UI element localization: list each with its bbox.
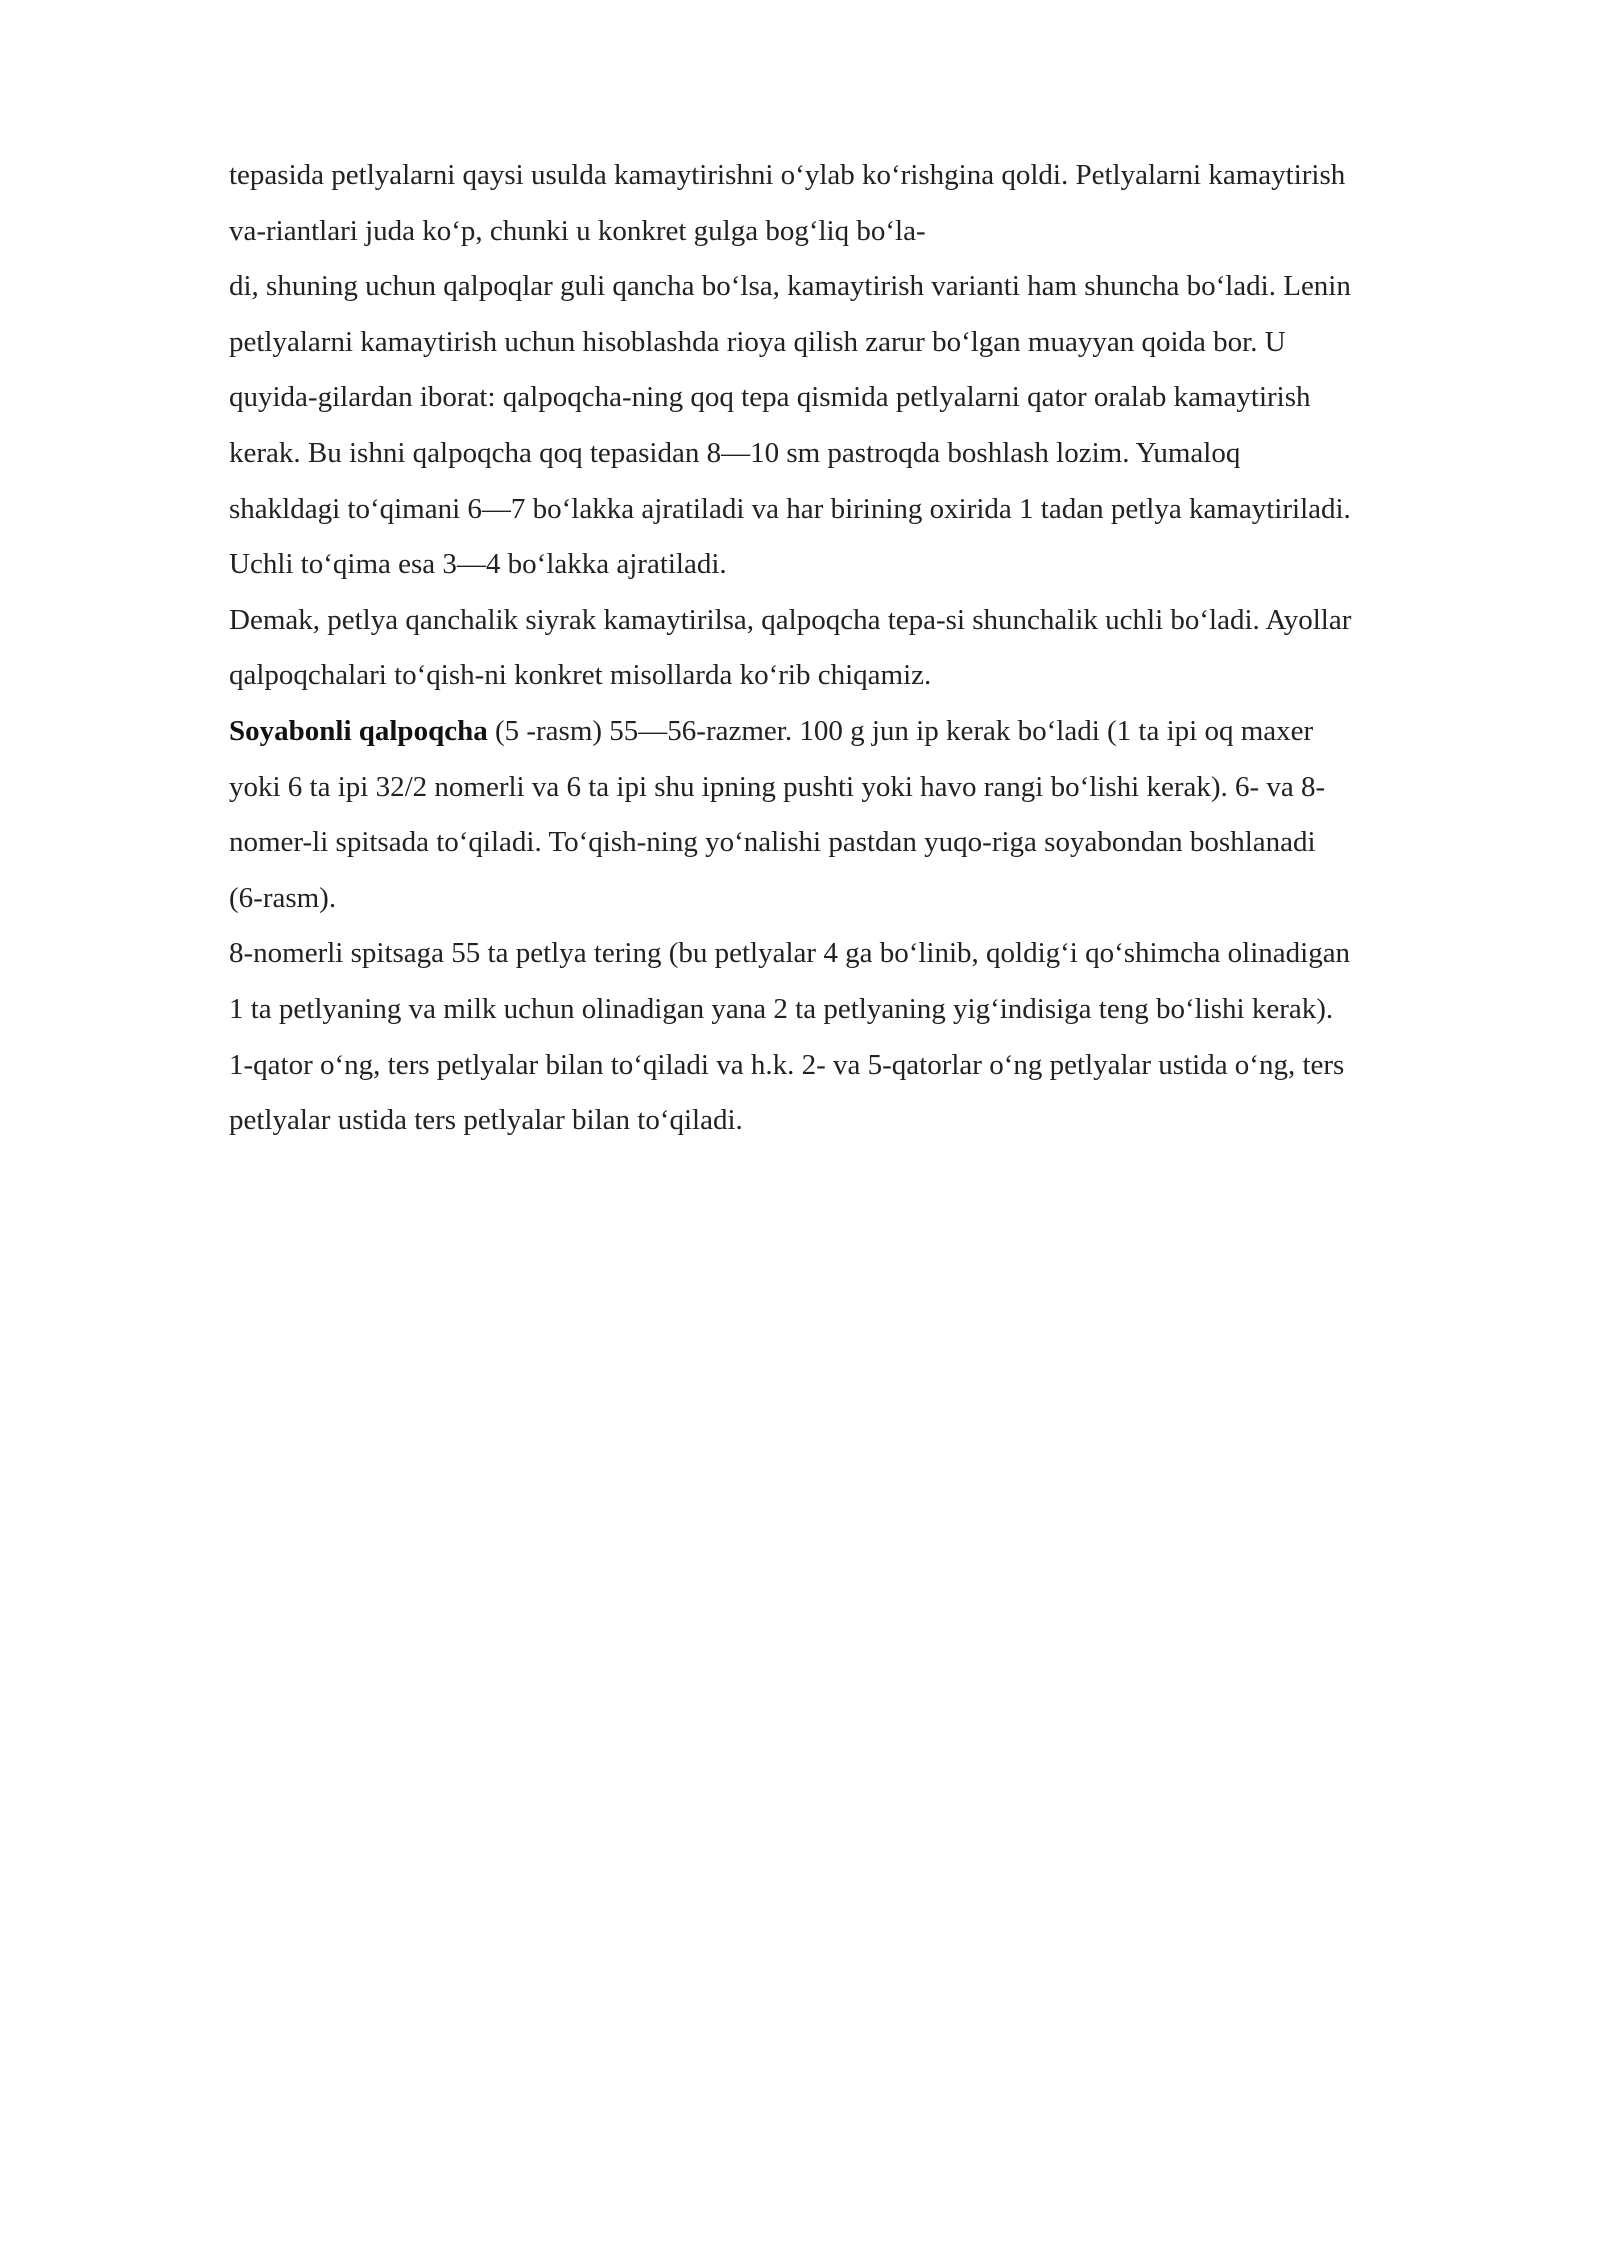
text-line: Uchli to‘qima esa 3—4 bo‘lakka ajratiladi.: [229, 548, 727, 581]
section-title-rest: (5 -rasm) 55—56-razmer. 100 g jun ip kerak bo‘ladi (1 ta ipi oq maxer: [487, 714, 1314, 747]
text-line: quyida-gilardan iborat: qalpoqcha-ning qoq tepa qismida petlyalarni qator oralab kamaytirish: [229, 381, 1311, 414]
text-line: 8-nomerli spitsaga 55 ta petlya tering (bu petlyalar 4 ga bo‘linib, qoldig‘i qo‘shimcha olinadigan: [229, 937, 1351, 970]
text-line: kerak. Bu ishni qalpoqcha qoq tepasidan 8—10 sm pastroqda boshlash lozim. Yumaloq: [229, 436, 1241, 469]
text-line: 1 ta petlyaning va milk uchun olinadigan yana 2 ta petlyaning yig‘indisiga teng bo‘lishi kerak).: [229, 992, 1334, 1025]
text-line: Demak, petlya qanchalik siyrak kamaytirilsa, qalpoqcha tepa-si shunchalik uchli bo‘ladi. Ayollar: [229, 603, 1352, 636]
text-line: yoki 6 ta ipi 32/2 nomerli va 6 ta ipi shu ipning pushti yoki havo rangi bo‘lishi kerak). 6- va 8-: [229, 770, 1326, 803]
text-line: qalpoqchalari to‘qish-ni konkret misollarda ko‘rib chiqamiz.: [229, 659, 932, 692]
body-text: [229, 148, 1489, 1149]
text-line: nomer-li spitsada to‘qiladi. To‘qish-ning yo‘nalishi pastdan yuqo-riga soyabondan boshlanadi: [229, 826, 1316, 859]
text-line: di, shuning uchun qalpoqlar guli qancha bo‘lsa, kamaytirish varianti ham shuncha bo‘ladi. Lenin: [229, 270, 1351, 303]
section-title: Soyabonli qalpoqcha: [229, 714, 488, 747]
text-line: (6-rasm).: [229, 881, 337, 914]
text-line: va-riantlari juda ko‘p, chunki u konkret gulga bog‘liq bo‘la-: [229, 214, 926, 247]
text-line: tepasida petlyalarni qaysi usulda kamaytirishni o‘ylab ko‘rishgina qoldi. Petlyalarni kamaytirish: [229, 159, 1346, 191]
text-line: petlyalar ustida ters petlyalar bilan to‘qiladi.: [229, 1104, 743, 1137]
text-line: shakldagi to‘qimani 6—7 bo‘lakka ajratiladi va har birining oxirida 1 tadan petlya kamaytiriladi.: [229, 492, 1351, 525]
section-heading-line: [229, 704, 1489, 760]
text-line: petlyalarni kamaytirish uchun hisoblashda rioya qilish zarur bo‘lgan muayyan qoida bor. U: [229, 325, 1286, 358]
text-line: 1-qator o‘ng, ters petlyalar bilan to‘qiladi va h.k. 2- va 5-qatorlar o‘ng petlyalar ustida o‘ng, ters: [229, 1048, 1345, 1081]
